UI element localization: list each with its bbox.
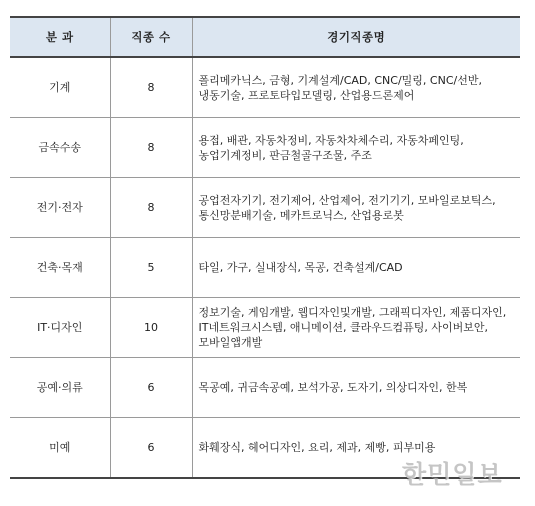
row-count: 6 [110,418,192,479]
row-names [192,298,520,358]
row-names [192,57,520,118]
names-line: 용접, 배관, 자동차정비, 자동차차체수리, 자동차페인팅, [198,133,464,147]
row-count: 10 [110,298,192,358]
names-line: 정보기술, 게임개발, 웹디자인및개발, 그래픽디자인, 제품디자인, [198,306,507,319]
row-category: 전기·전자 [10,178,110,238]
table-row [10,358,520,418]
row-count: 8 [110,118,192,178]
row-category: IT·디자인 [10,298,110,358]
watermark-logo: 한민일보 [402,460,503,489]
row-names [192,118,520,178]
row-category: 금속수송 [10,118,110,178]
row-category: 공예·의류 [10,358,110,418]
row-names [192,238,520,298]
names-line: 냉동기술, 프로토타입모델링, 산업용드론제어 [198,88,415,102]
header-names: 경기직종명 [192,17,520,57]
row-names [192,178,520,238]
row-count: 5 [110,238,192,298]
competition-table-container [10,16,520,479]
row-category: 건축·목재 [10,238,110,298]
row-names [192,358,520,418]
names-line: 폴리메카닉스, 금형, 기계설계/CAD, CNC/밀링, CNC/선반, [198,73,482,87]
table-row [10,57,520,118]
table-row [10,178,520,238]
table-header-row [10,17,520,57]
names-line: 타일, 가구, 실내장식, 목공, 건축설계/CAD [198,261,403,274]
row-count: 8 [110,178,192,238]
names-line: 화훼장식, 헤어디자인, 요리, 제과, 제빵, 피부미용 [198,441,436,454]
names-line: 목공예, 귀금속공예, 보석가공, 도자기, 의상디자인, 한복 [198,381,468,394]
header-count: 직종 수 [110,17,192,57]
table-row [10,238,520,298]
names-line: 통신망분배기술, 메카트로닉스, 산업용로봇 [198,208,404,222]
row-count: 6 [110,358,192,418]
row-category: 기계 [10,57,110,118]
names-line: IT네트워크시스템, 애니메이션, 클라우드컴퓨팅, 사이버보안, [198,321,488,334]
names-line: 모바일앱개발 [198,336,263,349]
competition-table [10,16,520,479]
row-count: 8 [110,57,192,118]
names-line: 농업기계정비, 판금철골구조물, 주조 [198,148,372,162]
row-category: 미예 [10,418,110,479]
table-row [10,298,520,358]
header-category: 분 과 [10,17,110,57]
table-row [10,118,520,178]
names-line: 공업전자기기, 전기제어, 산업제어, 전기기기, 모바일로보틱스, [198,193,496,207]
